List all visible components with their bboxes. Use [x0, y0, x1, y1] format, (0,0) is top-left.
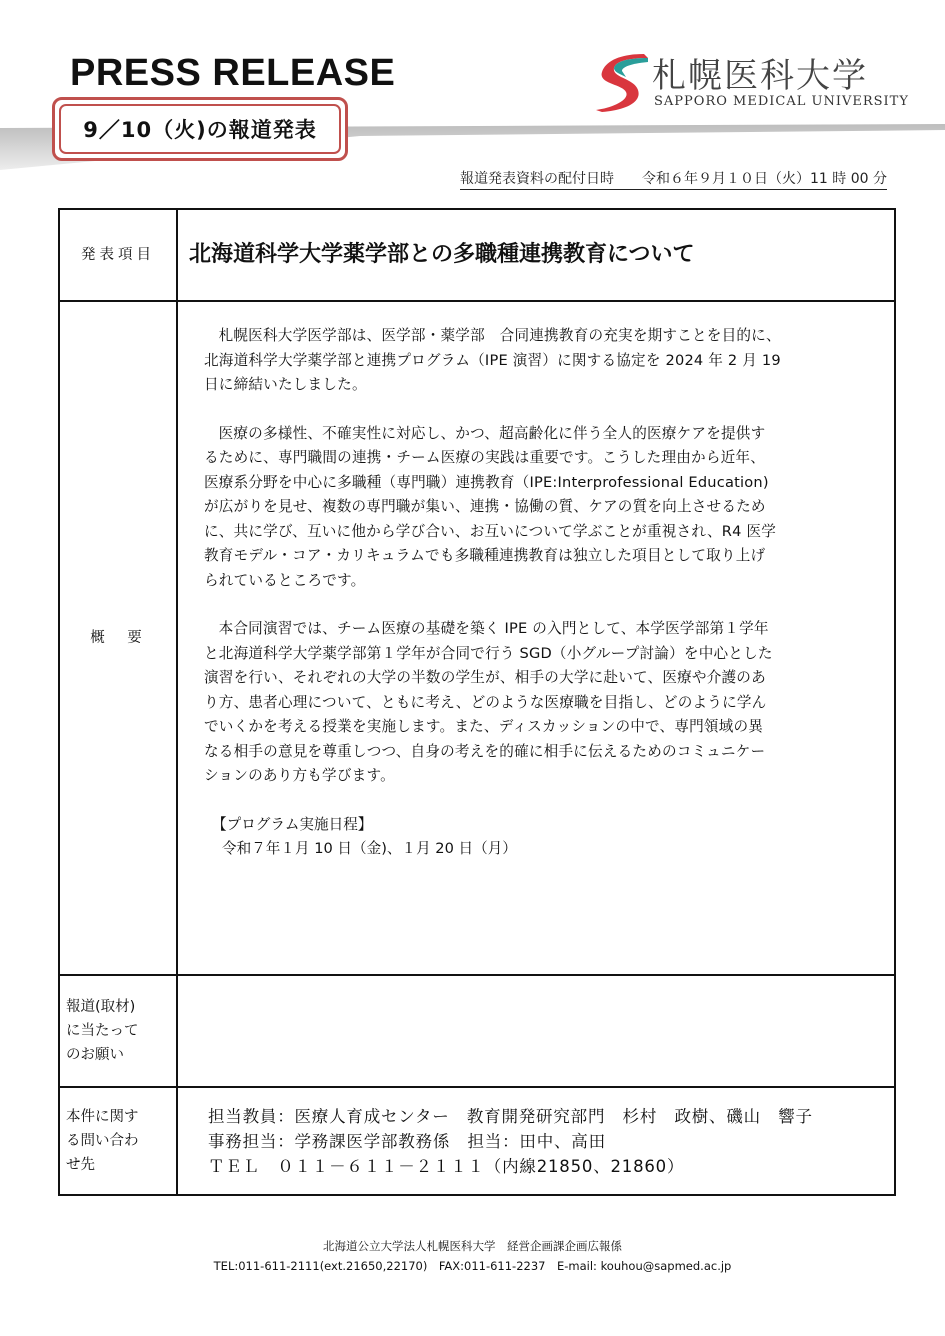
contact-phone: ＴＥＬ ０１１－６１１－２１１１（内線21850、21860） — [208, 1156, 685, 1176]
footer-contact: TEL:011-611-2111(ext.21650,22170) FAX:011-611-2237 E-mail: kouhou@sapmed.ac.jp — [213, 1259, 732, 1273]
request-cell — [177, 975, 895, 1087]
contact-faculty: 担当教員：医療人育成センター 教育開発研究部門 杉村 政樹、磯山 響子 — [208, 1106, 813, 1126]
logo-english-name: SAPPORO MEDICAL UNIVERSITY — [654, 94, 909, 109]
press-release-table — [58, 208, 896, 1196]
university-logo — [592, 50, 909, 114]
summary-cell — [177, 301, 895, 975]
press-release-title: PRESS RELEASE — [70, 52, 396, 94]
summary-label: 概 要 — [59, 301, 177, 975]
summary-paragraph-3: 本合同演習では、チーム医療の基礎を築く IPE の入門として、本学医学部第１学年 と北海道科学大学薬学部第１学年が合同で行う SGD（小グループ討論）を中心とした 演習を行い、それぞれの大学の半数の学生が、相手の大学に赴いて、医療や介護のあ り方、患者心理について、ともに考え、どのような医療職を目指し、どのように学ん でいくかを考える授業を実施します。また、ディスカッションの中で、専門領域の異 なる相手の意見を尊重しつつ、自身の考えを的確に相手に伝えるためのコミュニケー ションのあり方も学びます。 — [204, 620, 773, 784]
date-badge — [52, 97, 348, 161]
footer-organization: 北海道公立大学法人札幌医科大学 経営企画課企画広報係 — [323, 1239, 622, 1253]
topic-row — [59, 209, 895, 301]
contact-cell — [177, 1087, 895, 1195]
logo-mark-icon — [592, 50, 650, 114]
topic-label: 発表項目 — [59, 209, 177, 301]
summary-row — [59, 301, 895, 975]
date-badge-label: 9／10（火)の報道発表 — [59, 104, 341, 154]
contact-label: 本件に関す る問い合わ せ先 — [59, 1087, 177, 1195]
request-label: 報道(取材) に当たって のお願い — [59, 975, 177, 1087]
distribution-datetime: 報道発表資料の配付日時 令和６年９月１０日（火）11 時 00 分 — [460, 168, 887, 190]
request-row — [59, 975, 895, 1087]
logo-name: 札幌医科大学 — [652, 56, 868, 96]
contact-office: 事務担当：学務課医学部教務係 担当：田中、高田 — [208, 1131, 606, 1151]
summary-paragraph-2: 医療の多様性、不確実性に対応し、かつ、超高齢化に伴う全人的医療ケアを提供す るために、専門職間の連携・チーム医療の実践は重要です。こうした理由から近年、 医療系分野を中心に多職種（専門職）連携教育（IPE:Interprofessional Education) が広がりを見せ、複数の専門職が集い、連携・協働の質、ケアの質を向上させるため に、共に学び、互いに他から学び合い、お互いについて学ぶことが重視され、R4 医学 教育モデル・コア・カリキュラムでも多職種連携教育は独立した項目として取り上げ られているところです。 — [204, 424, 777, 589]
topic-cell — [177, 209, 895, 301]
schedule-dates: 令和７年１月 10 日（金)、１月 20 日（月） — [222, 840, 517, 857]
schedule-heading: 【プログラム実施日程】 — [212, 815, 373, 833]
summary-paragraph-1: 札幌医科大学医学部は、医学部・薬学部 合同連携教育の充実を期すことを目的に、 北海道科学大学薬学部と連携プログラム（IPE 演習）に関する協定を 2024 年 2 月 19 日に締結いたしました。 — [204, 327, 781, 393]
contact-row — [59, 1087, 895, 1195]
topic-title: 北海道科学大学薬学部との多職種連携教育について — [189, 241, 695, 267]
